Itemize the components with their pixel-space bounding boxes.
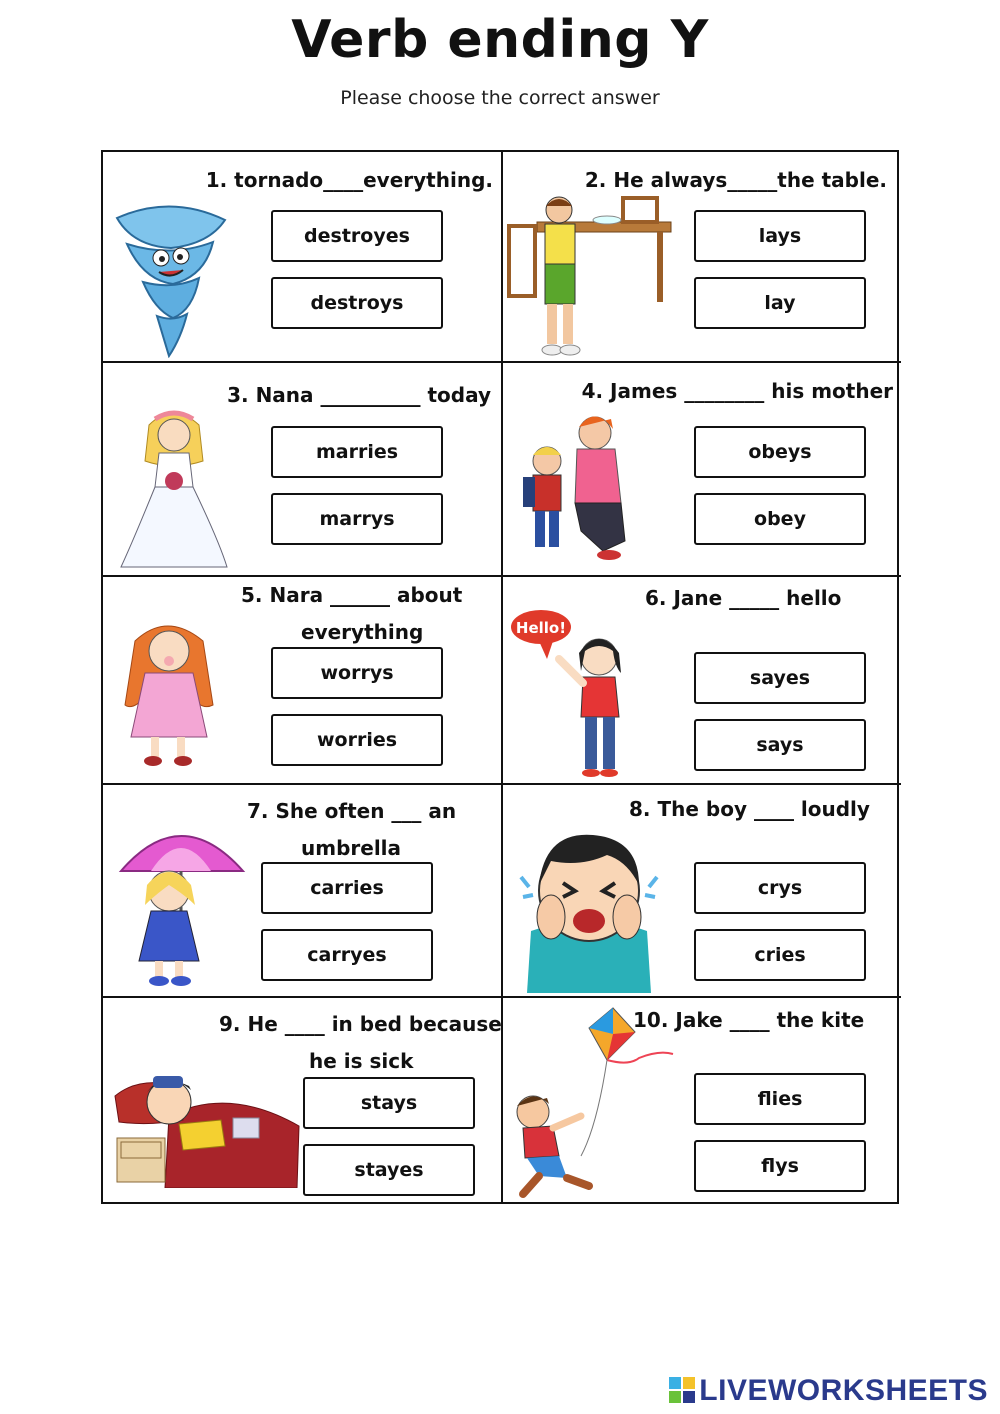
question-card-1 bbox=[103, 152, 503, 363]
answer-option[interactable]: lays bbox=[694, 210, 866, 262]
answer-option[interactable]: sayes bbox=[694, 652, 866, 704]
liveworksheets-logo-icon bbox=[669, 1377, 695, 1403]
page-title: Verb ending Y bbox=[291, 10, 709, 70]
answer-option[interactable]: marrys bbox=[271, 493, 443, 545]
answer-option[interactable]: crys bbox=[694, 862, 866, 914]
answer-option[interactable]: obeys bbox=[694, 426, 866, 478]
answer-option[interactable]: worries bbox=[271, 714, 443, 766]
boy-setting-table-picture bbox=[507, 196, 673, 360]
answer-option[interactable]: carryes bbox=[261, 929, 433, 981]
answer-option[interactable]: lay bbox=[694, 277, 866, 329]
answer-option[interactable]: destroys bbox=[271, 277, 443, 329]
girl-with-umbrella-picture bbox=[117, 815, 247, 991]
question-card-9 bbox=[103, 998, 503, 1204]
worried-girl-picture bbox=[121, 615, 217, 767]
hello-bubble-text: Hello! bbox=[515, 619, 567, 637]
question-text: 6. Jane _____ hello bbox=[645, 586, 842, 610]
question-card-4 bbox=[501, 363, 901, 577]
answer-option[interactable]: destroyes bbox=[271, 210, 443, 262]
question-text: 10. Jake ____ the kite bbox=[633, 1008, 865, 1032]
boy-and-mother-picture bbox=[517, 411, 629, 561]
question-text: 9. He ____ in bed because bbox=[219, 1012, 502, 1036]
question-card-5 bbox=[103, 577, 503, 785]
question-text-line2: umbrella bbox=[301, 836, 402, 860]
question-card-8 bbox=[501, 785, 901, 998]
liveworksheets-brand: LIVEWORKSHEETS bbox=[699, 1374, 988, 1407]
answer-option[interactable]: cries bbox=[694, 929, 866, 981]
liveworksheets-logo bbox=[669, 1374, 988, 1408]
girl-saying-hello-picture bbox=[509, 607, 639, 779]
bride-picture bbox=[119, 401, 229, 571]
answer-option[interactable]: carries bbox=[261, 862, 433, 914]
answer-option[interactable]: stayes bbox=[303, 1144, 475, 1196]
worksheet-grid bbox=[101, 150, 899, 1204]
question-text: 5. Nara ______ about bbox=[241, 583, 463, 607]
boy-flying-kite-picture bbox=[509, 1006, 679, 1202]
question-text: 1. tornado____everything. bbox=[205, 168, 493, 192]
question-card-2 bbox=[501, 152, 901, 363]
question-text: 7. She often ___ an bbox=[247, 799, 457, 823]
question-text: 8. The boy ____ loudly bbox=[629, 797, 870, 821]
answer-option[interactable]: worrys bbox=[271, 647, 443, 699]
question-text-line2: everything bbox=[301, 620, 424, 644]
answer-option[interactable]: stays bbox=[303, 1077, 475, 1129]
crying-boy-picture bbox=[511, 821, 667, 993]
answer-option[interactable]: marries bbox=[271, 426, 443, 478]
question-card-6 bbox=[501, 577, 901, 785]
question-text-line2: he is sick bbox=[309, 1049, 414, 1073]
question-card-3 bbox=[103, 363, 503, 577]
answer-option[interactable]: says bbox=[694, 719, 866, 771]
page-subtitle: Please choose the correct answer bbox=[340, 87, 660, 109]
answer-option[interactable]: flys bbox=[694, 1140, 866, 1192]
question-card-10 bbox=[501, 998, 901, 1204]
question-text: 2. He always_____the table. bbox=[584, 168, 887, 192]
question-text: 4. James ________ his mother bbox=[581, 379, 893, 403]
question-card-7 bbox=[103, 785, 503, 998]
answer-option[interactable]: obey bbox=[694, 493, 866, 545]
question-text: 3. Nana __________ today bbox=[227, 383, 491, 407]
sick-boy-in-bed-picture bbox=[109, 1046, 301, 1188]
tornado-picture bbox=[109, 198, 233, 358]
answer-option[interactable]: flies bbox=[694, 1073, 866, 1125]
